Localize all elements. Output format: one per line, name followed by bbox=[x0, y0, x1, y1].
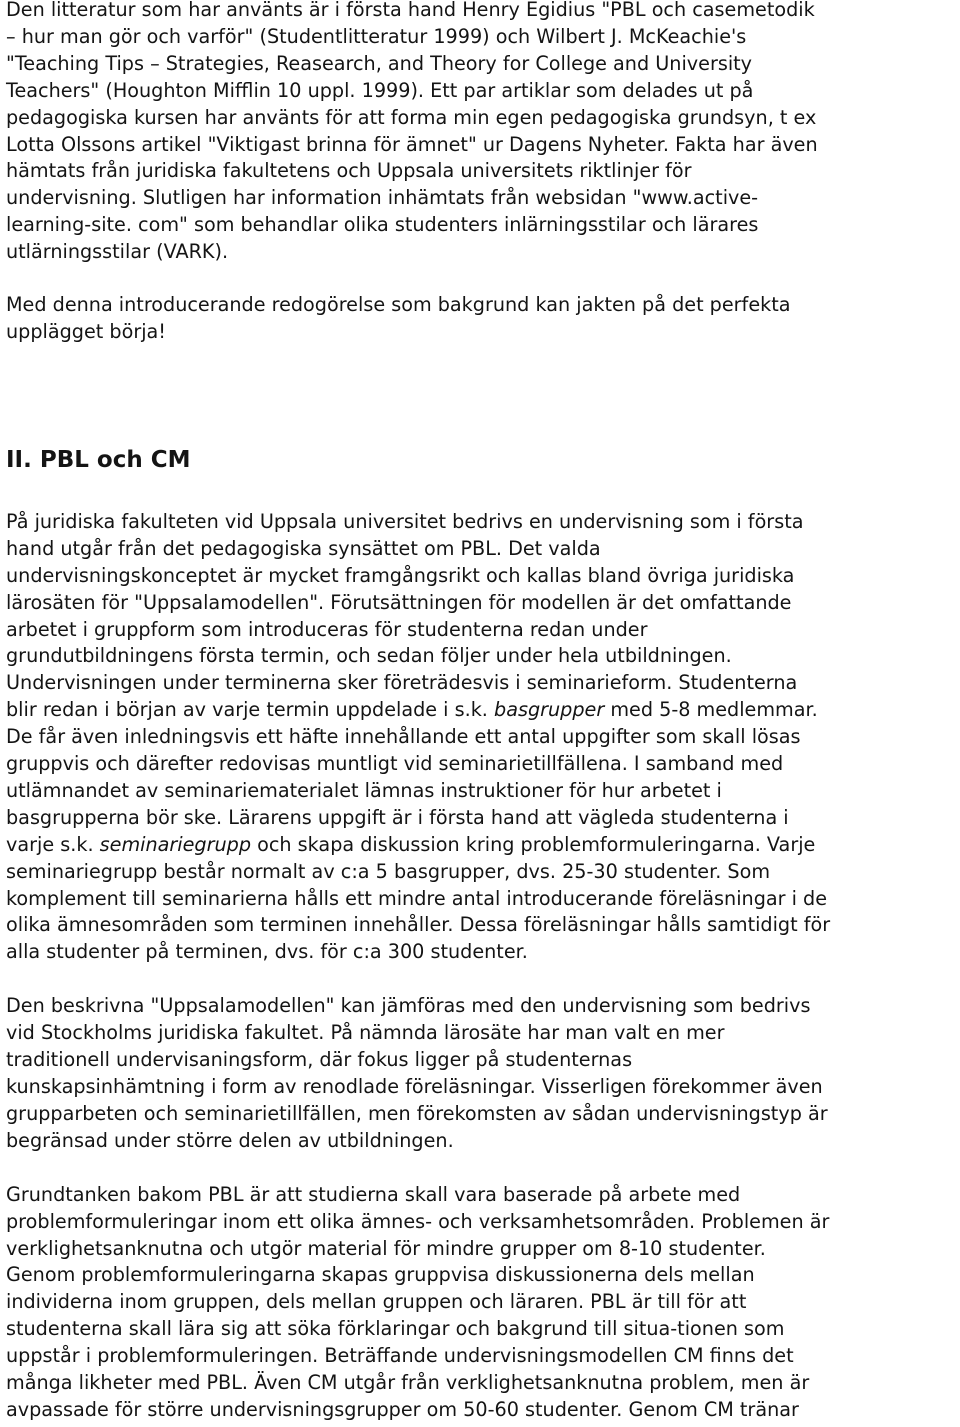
text-line: Undervisningen under terminerna sker företrädesvis i seminarieform. Studenterna bbox=[6, 671, 798, 695]
text-line: gruppvis och därefter redovisas muntligt vid seminarietillfällena. I samband med bbox=[6, 752, 784, 776]
text-line: olika ämnesområden som terminen innehåller. Dessa föreläsningar hålls samtidigt för bbox=[6, 913, 831, 937]
text-line: De får även inledningsvis ett häfte innehållande ett antal uppgifter som skall lösas bbox=[6, 725, 801, 749]
text-line: På juridiska fakulteten vid Uppsala universitet bedrivs en undervisning som i första bbox=[6, 509, 804, 533]
text-line: hand utgår från det pedagogiska synsättet om PBL. Det valda bbox=[6, 536, 601, 560]
text-line: Lotta Olssons artikel "Viktigast brinna för ämnet" ur Dagens Nyheter. Fakta har även bbox=[6, 132, 818, 156]
text-line: arbetet i gruppform som introduceras för studenterna redan under bbox=[6, 617, 648, 641]
text-line: undervisningskonceptet är mycket framgångsrikt och kallas bland övriga juridiska bbox=[6, 563, 795, 587]
text-line: alla studenter på terminen, dvs. för c:a 300 studenter. bbox=[6, 940, 528, 964]
document-page bbox=[6, 0, 956, 1424]
emphasized-term: seminariegrupp bbox=[99, 832, 252, 856]
text-line: Den litteratur som har använts är i första hand Henry Egidius "PBL och casemetodik bbox=[6, 0, 815, 21]
text-fragment: blir redan i början av varje termin uppdelade i s.k. bbox=[6, 698, 495, 722]
text-line: pedagogiska kursen har använts för att forma min egen pedagogiska grundsyn, t ex bbox=[6, 105, 817, 129]
text-line: basgrupperna bör ske. Lärarens uppgift är i första hand att vägleda studenterna i bbox=[6, 805, 789, 829]
text-line bbox=[6, 697, 956, 724]
text-line: problemformuleringar inom ett olika ämnes- och verksamhetsområden. Problemen är bbox=[6, 1209, 830, 1233]
text-line bbox=[6, 832, 956, 859]
text-line: grundutbildningens första termin, och sedan följer under hela utbildningen. bbox=[6, 644, 732, 668]
stockholm-comparison-paragraph bbox=[6, 993, 956, 1154]
text-line: hämtats från juridiska fakultetens och Uppsala universitets riktlinjer för bbox=[6, 159, 692, 183]
uppsala-model-paragraph bbox=[6, 509, 956, 966]
text-line: uppstår i problemformuleringen. Beträffande undervisningsmodellen CM finns det bbox=[6, 1344, 794, 1368]
text-line: utlämnandet av seminariematerialet lämnas instruktioner för hur arbetet i bbox=[6, 778, 722, 802]
text-line: verklighetsanknutna och utgör material för mindre grupper om 8-10 studenter. bbox=[6, 1236, 766, 1260]
text-line: kunskapsinhämtning i form av renodlade föreläsningar. Visserligen förekommer även bbox=[6, 1075, 823, 1098]
text-line: avpassade för större undervisningsgrupper om 50-60 studenter. Genom CM tränar bbox=[6, 1397, 799, 1421]
text-fragment: med 5-8 medlemmar. bbox=[604, 698, 818, 722]
text-line: Den beskrivna "Uppsalamodellen" kan jämföras med den undervisning som bedrivs bbox=[6, 994, 811, 1018]
text-line: vid Stockholms juridiska fakultet. På nämnda lärosäte har man valt en mer bbox=[6, 1021, 725, 1045]
text-line: traditionell undervisaningsform, där fokus ligger på studenternas bbox=[6, 1048, 633, 1072]
text-line: utlärningsstilar (VARK). bbox=[6, 240, 229, 264]
text-line: studenterna skall lära sig att söka förklaringar och bakgrund till situa-tionen som bbox=[6, 1317, 785, 1341]
text-line: individerna inom gruppen, dels mellan gruppen och läraren. PBL är till för att bbox=[6, 1290, 747, 1314]
pbl-principles-paragraph bbox=[6, 1182, 956, 1424]
text-line: lärosäten för "Uppsalamodellen". Förutsättningen för modellen är det omfattande bbox=[6, 590, 792, 614]
text-line: upplägget börja! bbox=[6, 319, 166, 343]
text-fragment: varje s.k. bbox=[6, 832, 100, 856]
text-line: begränsad under större delen av utbildningen. bbox=[6, 1128, 454, 1152]
text-line: komplement till seminarierna hålls ett mindre antal introducerande föreläsningar i de bbox=[6, 886, 828, 910]
text-fragment: och skapa diskussion kring problemformuleringarna. Varje bbox=[251, 832, 816, 856]
emphasized-term: basgrupper bbox=[494, 698, 605, 722]
text-line: undervisning. Slutligen har information inhämtats från websidan "www.active- bbox=[6, 186, 759, 210]
text-line: Teachers" (Houghton Mifflin 10 uppl. 1999). Ett par artiklar som delades ut på bbox=[6, 78, 754, 102]
text-line: Med denna introducerande redogörelse som bakgrund kan jakten på det perfekta bbox=[6, 293, 791, 317]
text-line: – hur man gör och varför" (Studentlitteratur 1999) och Wilbert J. McKeachie's bbox=[6, 24, 747, 48]
literature-paragraph bbox=[6, 0, 956, 266]
text-line: seminariegrupp består normalt av c:a 5 basgrupper, dvs. 25-30 studenter. Som bbox=[6, 859, 771, 883]
section-heading: II. PBL och CM bbox=[6, 446, 191, 473]
text-line: Genom problemformuleringarna skapas gruppvisa diskussionerna dels mellan bbox=[6, 1263, 755, 1287]
text-line: många likheter med PBL. Även CM utgår från verklighetsanknutna problem, men är bbox=[6, 1371, 810, 1395]
intro-closing-paragraph bbox=[6, 292, 956, 346]
text-line: grupparbeten och seminarietillfällen, men förekomsten av sådan undervisningstyp är bbox=[6, 1101, 828, 1125]
text-line: learning-site. com" som behandlar olika studenters inlärningsstilar och lärares bbox=[6, 213, 759, 237]
text-line: Grundtanken bakom PBL är att studierna skall vara baserade på arbete med bbox=[6, 1182, 741, 1206]
text-line: "Teaching Tips – Strategies, Reasearch, and Theory for College and University bbox=[6, 51, 753, 75]
